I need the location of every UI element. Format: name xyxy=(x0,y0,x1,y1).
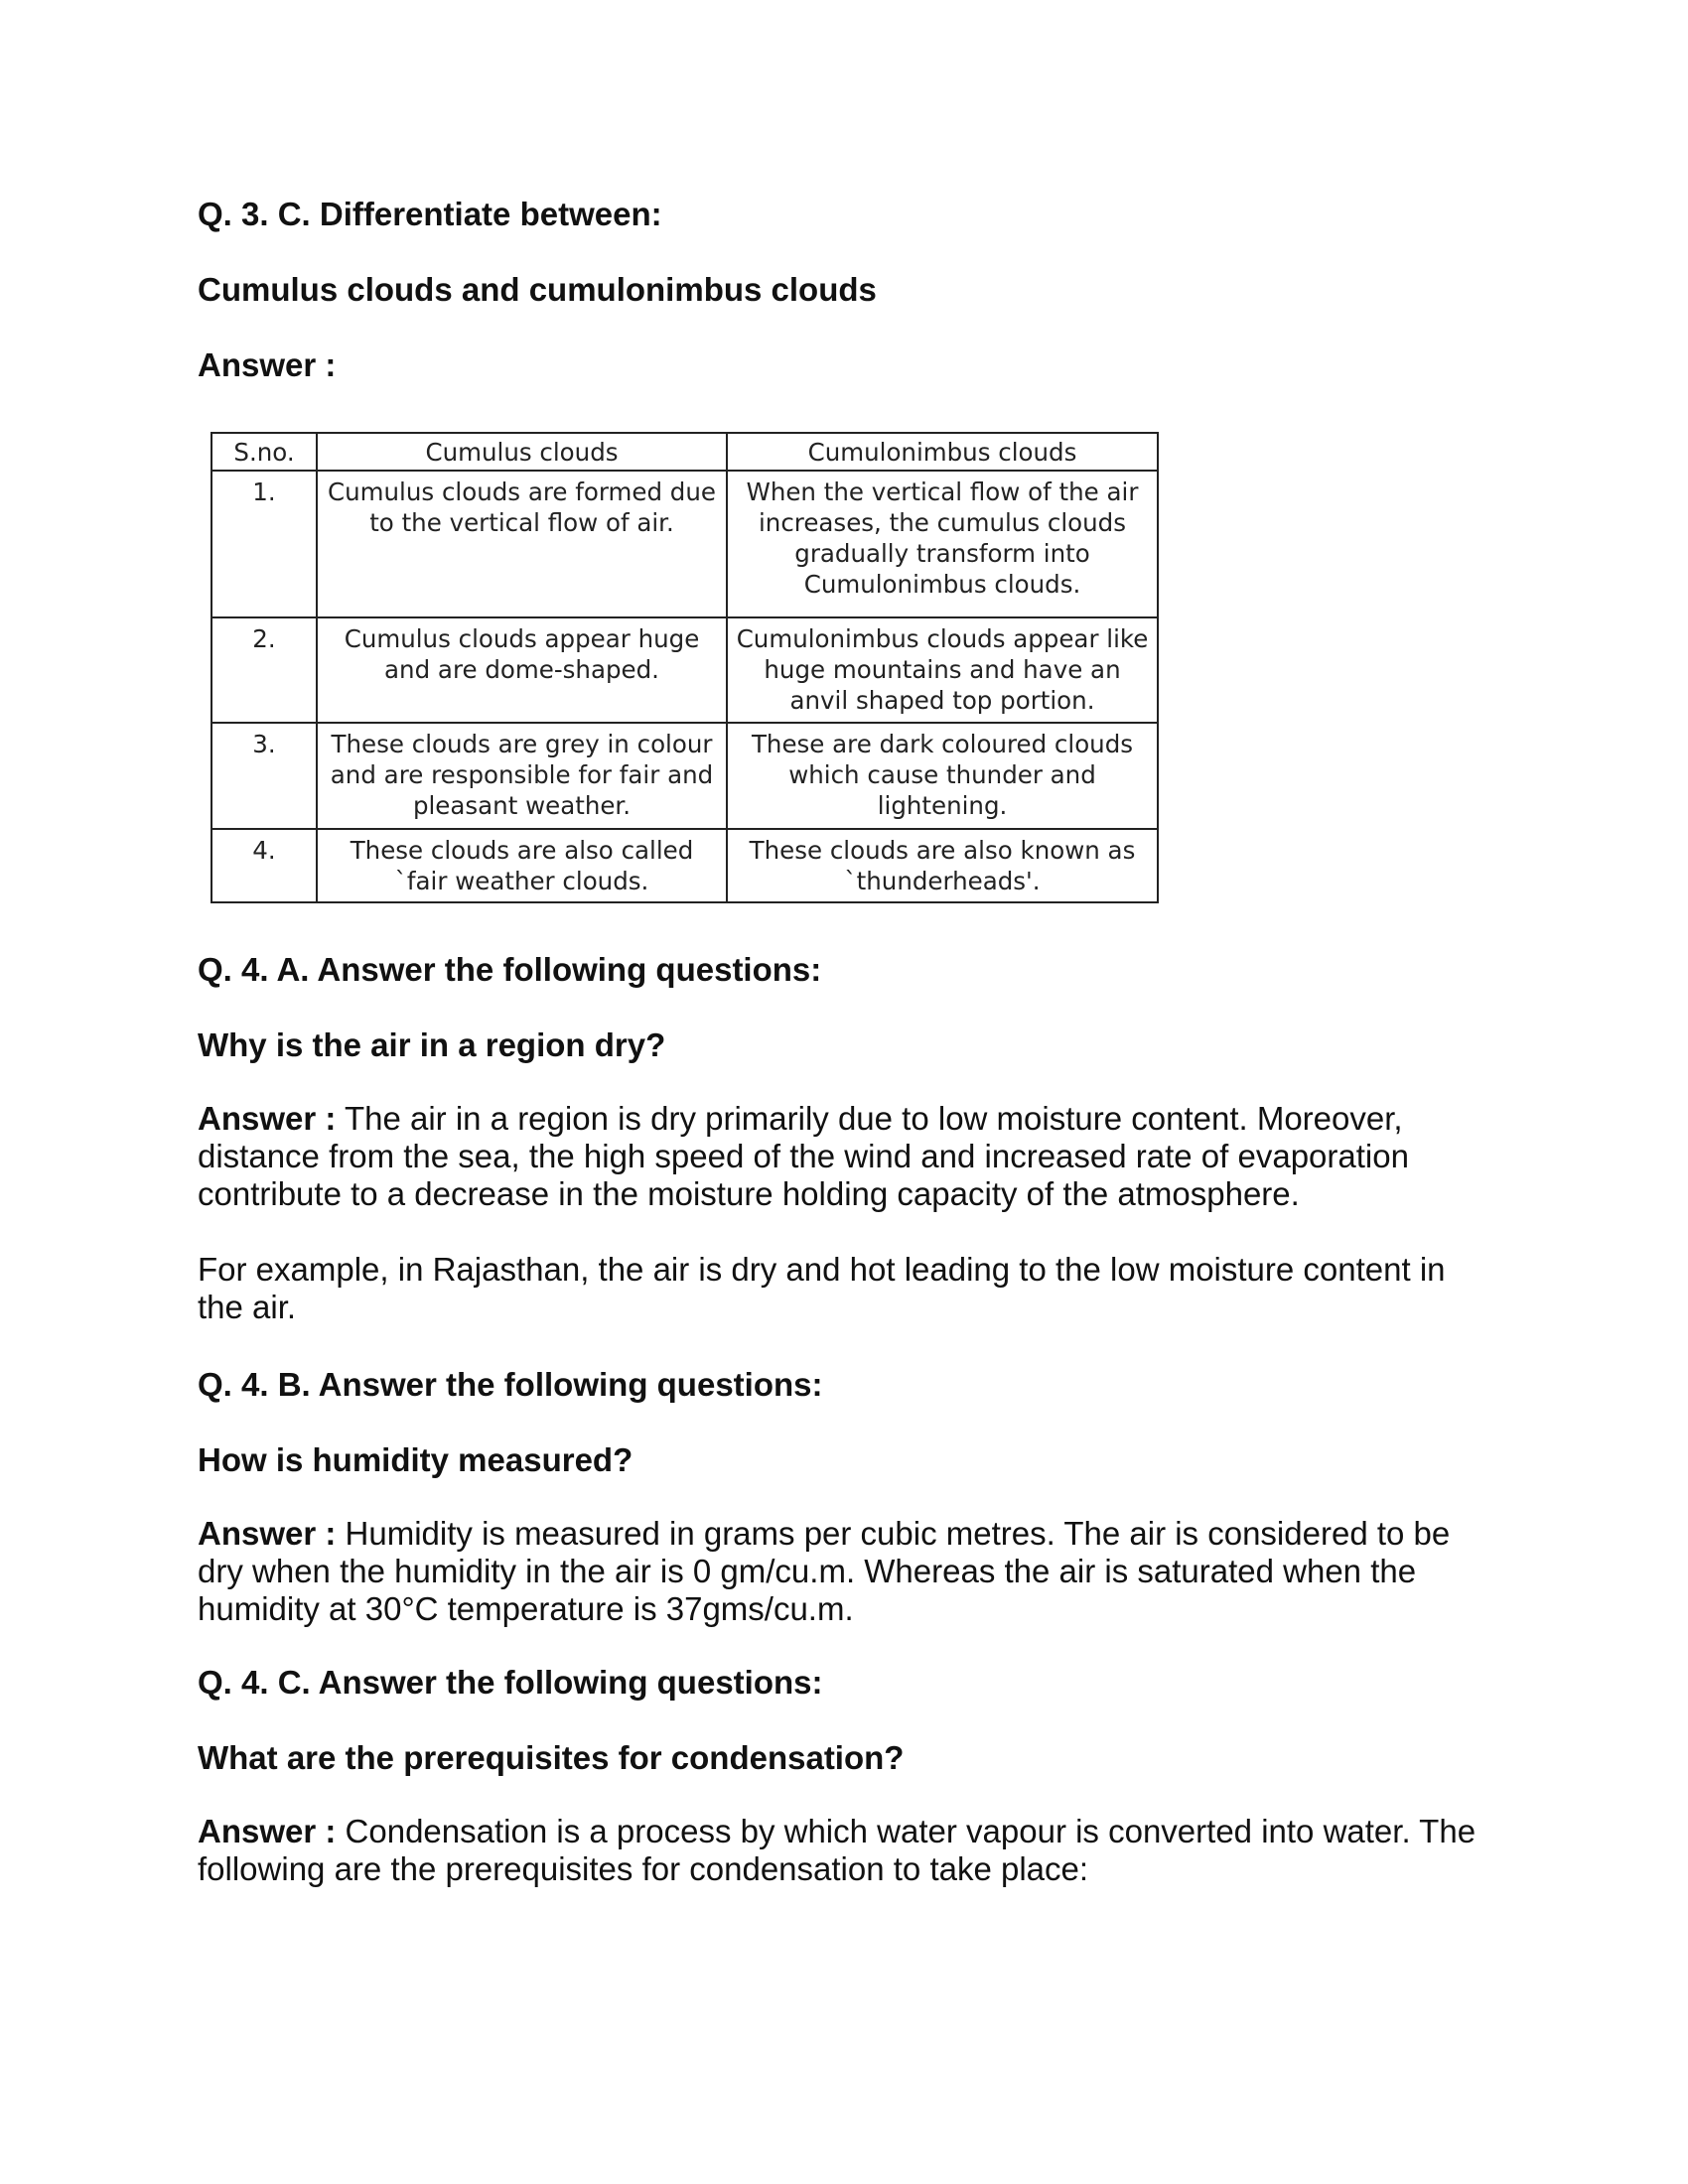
comparison-table xyxy=(211,432,1159,903)
table-row xyxy=(211,471,1158,617)
q4a-example: For example, in Rajasthan, the air is dry and hot leading to the low moisture content in the air. xyxy=(198,1251,1446,1325)
table-row xyxy=(211,829,1158,902)
table-header-sno: S.no. xyxy=(211,433,317,471)
table-cell-cumulonimbus: These clouds are also known as `thunderheads'. xyxy=(727,829,1158,902)
table-header-cumulonimbus: Cumulonimbus clouds xyxy=(727,433,1158,471)
q4a-heading: Q. 4. A. Answer the following questions: xyxy=(198,951,822,988)
q3c-answer-label: Answer : xyxy=(198,346,337,383)
q4c-question: What are the prerequisites for condensation? xyxy=(198,1739,905,1776)
table-cell-sno: 4. xyxy=(211,829,317,902)
q4c-heading: Q. 4. C. Answer the following questions: xyxy=(198,1664,823,1701)
q4a-answer-text: The air in a region is dry primarily due to low moisture content. Moreover, distance from the sea, the high speed of the wind and increased rate of evaporation contribute to a decrease in the moisture holding capacity of the atmosphere. xyxy=(198,1100,1409,1212)
table-cell-cumulus: These clouds are also called `fair weather clouds. xyxy=(317,829,727,902)
table-row xyxy=(211,723,1158,829)
q3c-subheading: Cumulus clouds and cumulonimbus clouds xyxy=(198,271,877,308)
q4b-heading: Q. 4. B. Answer the following questions: xyxy=(198,1366,823,1403)
q4b-question: How is humidity measured? xyxy=(198,1441,633,1478)
table-cell-sno: 3. xyxy=(211,723,317,829)
q4c-answer xyxy=(198,1813,1488,1888)
q4a-answer-label: Answer : xyxy=(198,1100,337,1137)
table-cell-cumulus: These clouds are grey in colour and are responsible for fair and pleasant weather. xyxy=(317,723,727,829)
table-cell-cumulonimbus: Cumulonimbus clouds appear like huge mountains and have an anvil shaped top portion. xyxy=(727,617,1158,723)
document-page xyxy=(198,194,1488,1888)
table-cell-sno: 2. xyxy=(211,617,317,723)
table-row xyxy=(211,617,1158,723)
table-cell-sno: 1. xyxy=(211,471,317,617)
table-cell-cumulonimbus: When the vertical flow of the air increases, the cumulus clouds gradually transform into Cumulonimbus clouds. xyxy=(727,471,1158,617)
q4b-answer xyxy=(198,1515,1488,1628)
q4a-answer xyxy=(198,1100,1488,1213)
q4b-answer-text: Humidity is measured in grams per cubic metres. The air is considered to be dry when the humidity in the air is 0 gm/cu.m. Whereas the air is saturated when the humidity at 30°C temperature is 37gms/cu.m. xyxy=(198,1515,1451,1627)
q4c-answer-label: Answer : xyxy=(198,1813,337,1849)
table-header-row xyxy=(211,433,1158,471)
q4a-question: Why is the air in a region dry? xyxy=(198,1026,666,1063)
q3c-heading: Q. 3. C. Differentiate between: xyxy=(198,196,662,232)
table-cell-cumulonimbus: These are dark coloured clouds which cause thunder and lightening. xyxy=(727,723,1158,829)
table-cell-cumulus: Cumulus clouds are formed due to the vertical flow of air. xyxy=(317,471,727,617)
q4b-answer-label: Answer : xyxy=(198,1515,337,1552)
q4c-answer-text: Condensation is a process by which water vapour is converted into water. The following are the prerequisites for condensation to take place: xyxy=(198,1813,1477,1887)
table-cell-cumulus: Cumulus clouds appear huge and are dome-shaped. xyxy=(317,617,727,723)
table-header-cumulus: Cumulus clouds xyxy=(317,433,727,471)
